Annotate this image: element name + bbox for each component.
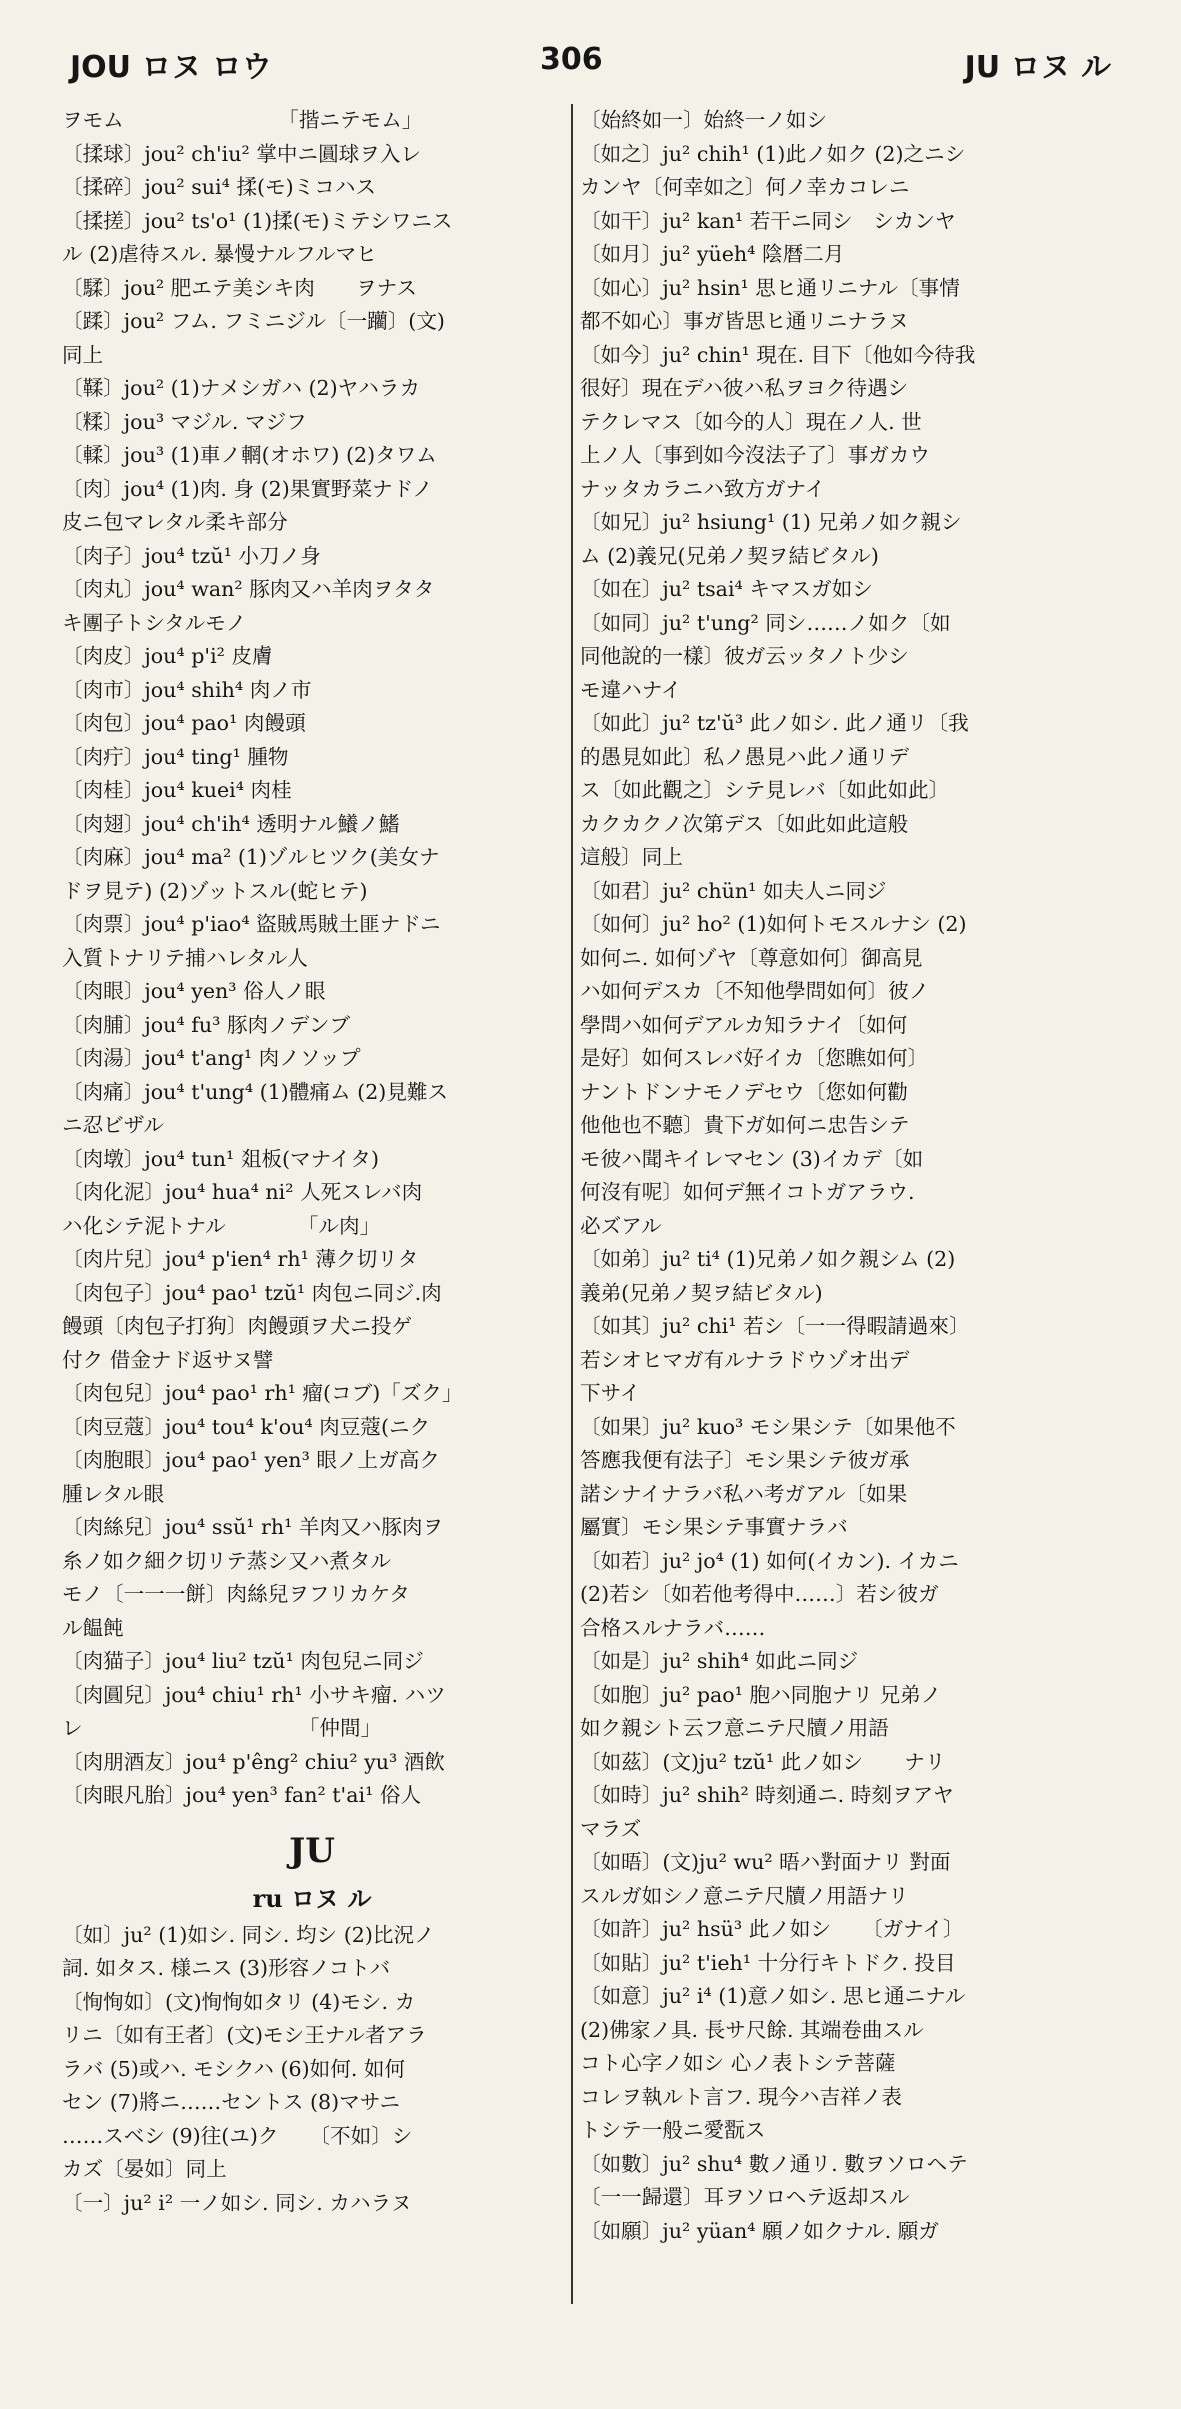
entry-line: 這般〕同上 (580, 845, 683, 869)
entry-line: コト心字ノ如シ 心ノ表トシテ菩薩 (580, 2051, 896, 2075)
entry-line: 〔揉球〕jou² ch'iu² 掌中ニ圓球ヲ入レ (62, 141, 422, 166)
entry-line: カクカクノ次第デス〔如此如此這般 (580, 811, 909, 836)
entry-line: 〔肉包〕jou⁴ pao¹ 肉饅頭 (62, 711, 306, 735)
entry-line: 〔肉化泥〕jou⁴ hua⁴ ni² 人死スレバ肉 (62, 1180, 423, 1204)
entry-line: モ違ハナイ (580, 677, 682, 702)
entry-line: 〔肉片兒〕jou⁴ p'ien⁴ rh¹ 薄ク切リタ (62, 1247, 419, 1271)
entry-line: 〔如時〕ju² shih² 時刻通ニ. 時刻ヲアヤ (580, 1783, 954, 1807)
entry-line: リニ〔如有王者〕(文)モシ王ナル者アラ (62, 2023, 427, 2047)
entry-line: 〔如同〕ju² t'ung² 同シ……ノ如ク〔如 (580, 610, 951, 635)
entry-line: 〔肉包兒〕jou⁴ pao¹ rh¹ 瘤(コブ)「ズク」 (62, 1381, 463, 1405)
entry-line: 〔恂恂如〕(文)恂恂如タリ (4)モシ. カ (62, 1989, 416, 2014)
entry-line: 〔肉朋酒友〕jou⁴ p'êng² chiu² yu³ 酒飲 (62, 1749, 446, 1774)
entry-line: マラズ (580, 1816, 642, 1841)
header-right: JU ロヌ ル (964, 50, 1111, 85)
entry-line: 〔如此〕ju² tz'ŭ³ 此ノ如シ. 此ノ通リ〔我 (580, 711, 969, 735)
entry-line: 〔肉胞眼〕jou⁴ pao¹ yen³ 眼ノ上ガ高ク (62, 1448, 440, 1472)
entry-line: 〔如數〕ju² shu⁴ 數ノ通リ. 數ヲソロヘテ (580, 2151, 968, 2176)
entry-line: 〔如今〕ju² chin¹ 現在. 目下〔他如今待我 (580, 342, 976, 367)
entry-line: ル饂飩 (62, 1615, 124, 1640)
entry-line: セン (7)將ニ……セントス (8)マサニ (62, 2090, 401, 2114)
entry-line: 〔如〕ju² (1)如シ. 同シ. 均シ (2)比況ノ (62, 1922, 435, 1947)
entry-line: 〔肉丸〕jou⁴ wan² 豚肉又ハ羊肉ヲタタ (62, 577, 435, 601)
entry-line: テクレマス〔如今的人〕現在ノ人. 世 (580, 409, 922, 434)
entry-line: 〔騥〕jou² 肥エテ美シキ肉 ヲナス (62, 275, 417, 300)
entry-line: 〔肉圓兒〕jou⁴ chiu¹ rh¹ 小サキ瘤. ハツ (62, 1682, 446, 1707)
entry-line: 〔肉痛〕jou⁴ t'ung⁴ (1)體痛ム (2)見難ス (62, 1079, 449, 1104)
entry-line: 〔如許〕ju² hsü³ 此ノ如シ 〔ガナイ〕 (580, 1917, 964, 1941)
entry-line: スルガ如シノ意ニテ尺牘ノ用語ナリ (580, 1883, 909, 1908)
entry-line: 〔如心〕ju² hsin¹ 思ヒ通リニナル〔事情 (580, 275, 960, 300)
entry-line: ナントドンナモノデセウ〔您如何勸 (580, 1079, 908, 1104)
entry-line: 〔如月〕ju² yüeh⁴ 陰暦二月 (580, 242, 845, 266)
entry-line: 上ノ人〔事到如今沒法子了〕事ガカウ (580, 443, 931, 467)
entry-line: 〔鞣〕jou² (1)ナメシガハ (2)ヤハラカ (62, 376, 421, 400)
entry-line: 詞. 如タス. 様ニス (3)形容ノコトバ (62, 1956, 391, 1980)
entry-line: 〔一〕ju² i² 一ノ如シ. 同シ. カハラヌ (62, 2190, 412, 2215)
entry-line: 〔肉脯〕jou⁴ fu³ 豚肉ノデンブ (62, 1012, 351, 1037)
entry-line: 〔肉皮〕jou⁴ p'i² 皮膚 (62, 644, 273, 668)
entry-line: カンヤ〔何幸如之〕何ノ幸カコレニ (580, 175, 910, 199)
entry-line: (2)若シ〔如若他考得中……〕若シ彼ガ (580, 1582, 939, 1606)
entry-line: 皮ニ包マレタル柔キ部分 (62, 510, 288, 534)
entry-line: 同他說的一樣〕彼ガ云ッタノト少シ (580, 644, 909, 668)
entry-line: 〔肉票〕jou⁴ p'iao⁴ 盜賊馬賊土匪ナドニ (62, 912, 441, 936)
entry-line: 〔肉桂〕jou⁴ kuei⁴ 肉桂 (62, 778, 292, 802)
entry-line: 學問ハ如何デアルカ知ラナイ〔如何 (580, 1012, 908, 1037)
entry-line: 何沒有呢〕如何デ無イコトガアラウ. (580, 1180, 915, 1204)
entry-line: 是好〕如何スレバ好イカ〔您瞧如何〕 (580, 1046, 929, 1070)
entry-line: 〔如其〕ju² chi¹ 若シ〔一一得暇請過來〕 (580, 1314, 970, 1338)
entry-line: 若シオヒマガ有ルナラドウゾオ出デ (580, 1347, 910, 1372)
entry-line: 〔如弟〕ju² ti⁴ (1)兄弟ノ如ク親シム (2) (580, 1247, 956, 1271)
entry-line: 義弟(兄弟ノ契ヲ結ビタル) (580, 1280, 823, 1305)
entry-line: コレヲ執ルト言フ. 現今ハ吉祥ノ表 (580, 2084, 902, 2109)
entry-line: 合格スルナラバ…… (580, 1615, 766, 1640)
entry-line: 〔輮〕jou³ (1)車ノ輞(オホワ) (2)タワム (62, 443, 437, 467)
entry-line: 同上 (62, 342, 104, 367)
right-column (580, 104, 1100, 2294)
entry-line: ナッタカラニハ致方ガナイ (580, 476, 826, 501)
entry-line: 〔如胞〕ju² pao¹ 胞ハ同胞ナリ 兄弟ノ (580, 1682, 942, 1707)
entry-line: 入質トナリテ捕ハレタル人 (62, 945, 308, 970)
entry-line: ドヲ見テ) (2)ゾットスル(蛇ヒテ) (62, 878, 368, 903)
entry-line: カズ〔晏如〕同上 (62, 2157, 227, 2181)
entry-line: 〔肉絲兒〕jou⁴ ssŭ¹ rh¹ 羊肉又ハ豚肉ヲ (62, 1515, 444, 1539)
entry-line: 〔如干〕ju² kan¹ 若干ニ同シ シカンヤ (580, 208, 956, 233)
left-column (62, 104, 562, 2294)
entry-line: 〔如之〕ju² chih¹ (1)此ノ如ク (2)之ニシ (580, 141, 966, 166)
entry-line: 〔肉子〕jou⁴ tzŭ¹ 小刀ノ身 (62, 543, 321, 568)
entry-line: 〔如在〕ju² tsai⁴ キマスガ如シ (580, 577, 873, 601)
entry-line: モ彼ハ聞キイレマセン (3)イカデ〔如 (580, 1146, 924, 1171)
entry-line: 付ク 借金ナド返サヌ譬 (62, 1347, 274, 1372)
entry-line: 都不如心〕事ガ皆思ヒ通リニナラヌ (580, 309, 909, 333)
entry-line: 〔肉豆蔻〕jou⁴ tou⁴ k'ou⁴ 肉豆蔻(ニク (62, 1414, 431, 1439)
entry-line: 〔一一歸還〕耳ヲソロヘテ返却スル (580, 2185, 910, 2209)
entry-line: 〔如貼〕ju² t'ieh¹ 十分行キトドク. 投目 (580, 1950, 956, 1975)
entry-line: 他他也不聽〕貴下ガ如何ニ忠告シテ (580, 1113, 910, 1137)
entry-line: 〔如願〕ju² yüan⁴ 願ノ如クナル. 願ガ (580, 2218, 939, 2243)
entry-line: トシテ一般ニ愛翫ス (580, 2118, 766, 2142)
entry-line: 〔始終如一〕始終一ノ如シ (580, 108, 828, 132)
entry-line: 〔如果〕ju² kuo³ モシ果シテ〔如果他不 (580, 1414, 956, 1439)
entry-line: 糸ノ如ク細ク切リテ蒸シ又ハ煮タル (62, 1548, 392, 1573)
entry-line: 〔肉〕jou⁴ (1)肉. 身 (2)果實野菜ナドノ (62, 476, 433, 501)
entry-line: ム (2)義兄(兄弟ノ契ヲ結ビタル) (580, 543, 879, 568)
column-divider (571, 104, 573, 2304)
entry-line: 〔揉碎〕jou² sui⁴ 揉(モ)ミコハス (62, 175, 377, 199)
entry-line: 〔蹂〕jou² フム. フミニジル〔一躪〕(文) (62, 309, 445, 333)
entry-line: ス〔如此觀之〕シテ見レバ〔如此如此〕 (580, 778, 950, 802)
entry-line: ラバ (5)或ハ. モシクハ (6)如何. 如何 (62, 2056, 406, 2081)
entry-line: 的愚見如此〕私ノ愚見ハ此ノ通リデ (580, 744, 910, 769)
header-left: JOU ロヌ ロウ (70, 50, 272, 85)
section-title: JU (289, 1830, 335, 1871)
entry-line: 〔揉搓〕jou² ts'o¹ (1)揉(モ)ミテシワニス (62, 208, 453, 233)
page-header (0, 38, 1181, 88)
entry-line: 如ク親シト云フ意ニテ尺牘ノ用語 (580, 1716, 889, 1740)
entry-line: 〔糅〕jou³ マジル. マジフ (62, 409, 307, 434)
entry-line: 〔如茲〕(文)ju² tzŭ¹ 此ノ如シ ナリ (580, 1749, 946, 1774)
entry-line: 腫レタル眼 (62, 1481, 165, 1506)
entry-line: 〔肉眼凡胎〕jou⁴ yen³ fan² t'ai¹ 俗人 (62, 1783, 422, 1807)
entry-line: ヲモム 「揩ニテモム」 (62, 108, 423, 132)
entry-line: 〔肉市〕jou⁴ shih⁴ 肉ノ市 (62, 677, 312, 702)
entry-line: 諾シナイナラバ私ハ考ガアル〔如果 (580, 1481, 908, 1506)
entry-line: 〔如晤〕(文)ju² wu² 晤ハ對面ナリ 對面 (580, 1850, 951, 1874)
entry-line: 必ズアル (580, 1213, 662, 1238)
entry-line: (2)佛家ノ具. 長サ尺餘. 其端卷曲スル (580, 2017, 924, 2042)
entry-line: キ團子トシタルモノ (62, 610, 247, 635)
entry-line: 〔如君〕ju² chün¹ 如夫人ニ同ジ (580, 878, 887, 903)
entry-line: 〔如意〕ju² i⁴ (1)意ノ如シ. 思ヒ通ニナル (580, 1984, 966, 2008)
entry-line: 〔肉疔〕jou⁴ ting¹ 腫物 (62, 744, 289, 769)
entry-line: 〔肉翅〕jou⁴ ch'ih⁴ 透明ナル鱶ノ鰭 (62, 811, 400, 836)
entry-line: 〔肉麻〕jou⁴ ma² (1)ゾルヒツク(美女ナ (62, 845, 440, 869)
entry-line: 如何ニ. 如何ゾヤ〔尊意如何〕御高見 (580, 945, 923, 970)
entry-line: ……スベシ (9)往(ユ)ク 〔不如〕シ (62, 2123, 413, 2148)
entry-line: 〔肉墩〕jou⁴ tun¹ 爼板(マナイタ) (62, 1146, 380, 1171)
entry-line: 下サイ (580, 1381, 641, 1405)
entry-line: ル (2)虐待スル. 暴慢ナルフルマヒ (62, 242, 377, 266)
entry-line: 〔肉眼〕jou⁴ yen³ 俗人ノ眼 (62, 979, 326, 1003)
entry-line: 〔如若〕ju² jo⁴ (1) 如何(イカン). イカニ (580, 1548, 959, 1573)
entry-line: 〔肉猫子〕jou⁴ liu² tzŭ¹ 肉包兒ニ同ジ (62, 1649, 424, 1673)
entry-line: 〔肉湯〕jou⁴ t'ang¹ 肉ノソップ (62, 1046, 361, 1070)
section-subtitle: ru ロヌ ル (252, 1883, 372, 1913)
entry-line: モノ〔一一一餅〕肉絲兒ヲフリカケタ (62, 1582, 410, 1606)
page-number: 306 (540, 42, 603, 77)
entry-line: 〔如何〕ju² ho² (1)如何トモスルナシ (2) (580, 912, 967, 936)
entry-line: ニ忍ビザル (62, 1113, 164, 1137)
entry-line: レ 「仲間」 (62, 1716, 382, 1740)
entry-line: 答應我便有法子〕モシ果シテ彼ガ承 (580, 1448, 910, 1472)
entry-line: 〔肉包子〕jou⁴ pao¹ tzŭ¹ 肉包ニ同ジ.肉 (62, 1280, 442, 1305)
entry-line: ハ化シテ泥トナル 「ル肉」 (62, 1213, 381, 1238)
entry-line: 〔如兄〕ju² hsiung¹ (1) 兄弟ノ如ク親シ (580, 510, 962, 534)
entry-line: 屬實〕モシ果シテ事實ナラバ (580, 1515, 848, 1539)
entry-line: 饅頭〔肉包子打狗〕肉饅頭ヲ犬ニ投ゲ (62, 1314, 413, 1338)
entry-line: 〔如是〕ju² shih⁴ 如此ニ同ジ (580, 1649, 859, 1673)
entry-line: 很好〕現在デハ彼ハ私ヲヨク待遇シ (580, 376, 909, 400)
entry-line: ハ如何デスカ〔不知他學問如何〕彼ノ (580, 979, 930, 1003)
